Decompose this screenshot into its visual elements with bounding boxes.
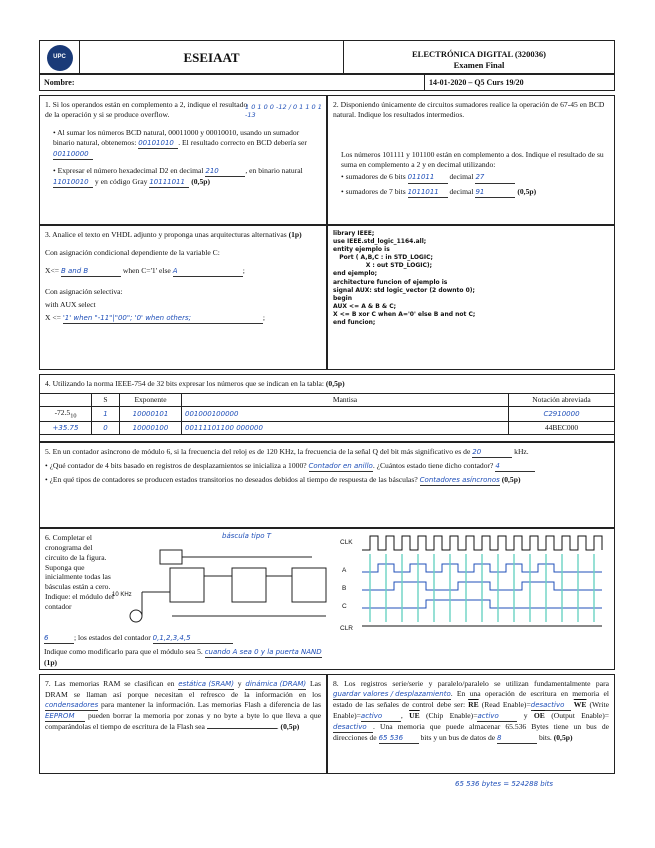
vhdl-line: X <= B xor C when A='0' else B and not C;: [333, 310, 476, 318]
q1-handwritten-work: 1 0 1 0 0 -12 / 0 1 1 0 1 -13: [245, 103, 322, 119]
q3-conditional-line: X<= B and B when C='1' else A ;: [45, 266, 321, 277]
q1-bullet-1: • Al sumar los números BCD natural, 00011000 y 00010010, usando un sumador binario natural, obtenemos: 00101010 . El resultado correcto en BCD debería ser 00110000: [45, 128, 321, 160]
cell-abbrev[interactable]: C2910000: [509, 406, 615, 422]
cell-exponent[interactable]: 10000100: [120, 422, 182, 435]
col-mantissa: Mantisa: [182, 394, 509, 407]
flipflop-a: [170, 568, 204, 602]
q5-answer-freq[interactable]: 20: [472, 448, 512, 458]
col-sign: S: [92, 394, 120, 407]
q1-answer-3[interactable]: 210: [205, 167, 245, 177]
q5-answer-async[interactable]: Contadores asíncronos: [420, 476, 500, 486]
flipflop-circuit: [112, 540, 334, 632]
row-number: $-72.5_{10}$: [40, 406, 92, 422]
q5-answer-type[interactable]: Contador en anillo: [309, 462, 373, 472]
university-logo: [40, 41, 80, 75]
vhdl-line: end ejemplo;: [333, 270, 378, 278]
table-row: [40, 422, 615, 435]
q7-answer-2[interactable]: dinámica (DRAM): [245, 680, 306, 690]
row-number[interactable]: +35.75: [40, 422, 92, 435]
cell-mantissa[interactable]: 00111101100 000000: [182, 422, 509, 435]
q3-statement: 3. Analice el texto en VHDL adjunto y proponga unas arquitecturas alternativas (1p): [45, 230, 302, 239]
q1-answer-2[interactable]: 00110000: [53, 150, 93, 160]
cell-exponent[interactable]: 10000101: [120, 406, 182, 422]
signal-label-clk: CLK: [340, 539, 353, 546]
q8-answer-we[interactable]: activo: [361, 712, 401, 722]
q3-conditional-label: Con asignación condicional dependiente de la variable C:: [45, 247, 220, 257]
flipflop-b: [232, 568, 266, 602]
q6-note: báscula tipo T: [222, 532, 272, 540]
q8-answer-re[interactable]: desactivo: [531, 701, 571, 711]
q8-answer-1[interactable]: guardar valores / desplazamiento: [333, 690, 451, 700]
question-5: [39, 442, 615, 528]
name-bar: [39, 74, 615, 91]
table-header-row: [40, 394, 615, 407]
question-7: [39, 674, 327, 774]
q8-text: 8. Los registros serie/serie y paralelo/paralelo se utilizan fundamentalmente para guardar valores / desplazamiento. En una operación de escritura en memoria el estado de las señales de control debe ser: $\overline{RE}$ (Read Enable)=desactivo $\overline{WE}$ (Write Enable)=activo , $\overline{UE}$ (Chip Enable)=activo y $\overline{OE}$ (Output Enable)=desactivo . Una memoria que puede almacenar 65.536 Bytes tiene un bus de direcciones de 65 536 bits y un bus de datos de 8 bits. (0,5p): [333, 679, 609, 744]
question-1: [39, 95, 327, 225]
q6-answer-mod5[interactable]: cuando A sea 0 y la puerta NAND: [205, 648, 322, 658]
flipflop-c: [292, 568, 326, 602]
cell-sign[interactable]: 0: [92, 422, 120, 435]
clock-source-icon: [130, 610, 142, 622]
signal-label-b: B: [342, 585, 347, 592]
signal-label-c: C: [342, 603, 347, 610]
col-exponent: Exponente: [120, 394, 182, 407]
question-3: [39, 225, 327, 370]
q2-bullet-3: • sumadores de 7 bits 1011011 decimal 91 (0,5p): [333, 187, 609, 198]
vhdl-line: X : out STD_LOGIC);: [349, 262, 433, 270]
q1-answer-4[interactable]: 11010010: [53, 178, 93, 188]
q7-answer-4[interactable]: EEPROM: [45, 712, 85, 722]
nand-gate: [160, 550, 182, 564]
signal-label-clr: CLR: [340, 625, 354, 632]
q1-answer-5[interactable]: 10111011: [149, 178, 189, 188]
exam-type: Examen Final: [453, 60, 505, 71]
q8-answer-oe[interactable]: desactivo: [333, 723, 373, 733]
question-2: [327, 95, 615, 225]
q6-statement: 6. Completar el cronograma del circuito de la figura. Suponga que inicialmente todas las básculas están a cero. Indique: el módulo del contador: [45, 533, 114, 612]
q3-selective-label: Con asignación selectiva:: [45, 286, 123, 296]
q6-answers: 6 ; los estados del contador 0,1,2,3,4,5 Indique como modificarlo para que el módulo sea 5. cuando A sea 0 y la puerta NAND (1p): [44, 633, 322, 668]
cell-abbrev: 44BEC000: [509, 422, 615, 435]
q5-bullet-2: • ¿En qué tipos de contadores se producen estados transitorios no deseados debidos al tiempo de respuesta de las básculas? Contadores asíncronos (0,5p): [45, 475, 609, 486]
vhdl-line: architecture funcion of ejemplo is: [333, 278, 448, 286]
cell-mantissa[interactable]: 001000100000: [182, 406, 509, 422]
table-row: [40, 406, 615, 422]
q7-text: 7. Las memorias RAM se clasifican en estática (SRAM) y dinámica (DRAM) Las DRAM se llaman así porque necesitan el refresco de la información en los condensadores para mantener la información. Las memorias Flash a diferencia de las EEPROM pueden borrar la memoria por zonas y no byte a byte lo que lleva a que comparándolas el tiempo de escritura de la Flash sea . (0,5p): [45, 679, 321, 732]
q3-answer-1[interactable]: B and B: [61, 267, 121, 277]
q5-statement: 5. En un contador asíncrono de módulo 6, si la frecuencia del reloj es de 120 KHz, la frecuencia de la señal Q del bit más significativo es de 20 kHz.: [45, 447, 609, 458]
q7-answer-5[interactable]: [207, 728, 277, 729]
q1-answer-1[interactable]: 00101010: [138, 139, 178, 149]
ieee754-table: [39, 393, 615, 435]
q2-answer-7bit-dec[interactable]: 91: [475, 188, 515, 198]
q2-bullet-2: • sumadores de 6 bits 011011 decimal 27: [333, 172, 609, 183]
cell-sign[interactable]: 1: [92, 406, 120, 422]
q4-statement: 4. Utilizando la norma IEEE-754 de 32 bits expresar los números que se indican en la tabla: (0,5p): [45, 379, 345, 388]
vhdl-line: begin: [333, 294, 352, 302]
clk-waveform: [362, 536, 602, 550]
vhdl-line: AUX <= A & B & C;: [333, 302, 397, 310]
vhdl-line: use IEEE.std_logic_1164.all;: [333, 238, 427, 246]
q6-answer-modulus[interactable]: 6: [44, 634, 74, 644]
q3-answer-3[interactable]: '1' when "-11"|"00"; '0' when others;: [63, 314, 263, 324]
q7-answer-3[interactable]: condensadores: [45, 701, 98, 711]
q8-handwritten-note: 65 536 bytes = 524288 bits: [455, 780, 554, 788]
q2-answer-7bit[interactable]: 1011011: [408, 188, 448, 198]
q6-answer-states[interactable]: 0,1,2,3,4,5: [153, 634, 233, 644]
q2-statement: 2. Disponiendo únicamente de circuitos sumadores realice la operación de 67-45 en BCD natural. Indique los resultados intermedios.: [333, 100, 605, 119]
vhdl-line: entity ejemplo is: [333, 246, 390, 254]
q3-answer-2[interactable]: A: [173, 267, 243, 277]
q3-with-aux: with AUX select: [45, 299, 96, 309]
q2-answer-6bit-dec[interactable]: 27: [475, 173, 515, 183]
vhdl-line: end funcion;: [333, 319, 376, 327]
q3-selective-line: X <= '1' when "-11"|"00"; '0' when others; ;: [45, 313, 321, 324]
clock-label: 10 KHz: [112, 592, 132, 598]
vhdl-code-block: [327, 225, 615, 370]
col-abbrev: Notación abreviada: [509, 394, 615, 407]
course-name: ELECTRÓNICA DIGITAL (320036): [412, 49, 546, 59]
logo-emblem: UPC: [47, 45, 73, 71]
q2-bullet-1: Los números 101111 y 101100 están en complemento a dos. Indique el resultado de su suma en complemento a 2 y en decimal utilizando:: [341, 149, 604, 169]
q8-answer-addr[interactable]: 65 536: [379, 734, 419, 744]
question-8: [327, 674, 615, 774]
vhdl-line: signal AUX: std logic_vector (2 downto 0);: [333, 286, 475, 294]
q1-bullet-2: • Expresar el número hexadecimal D2 en decimal 210 , en binario natural 11010010 y en código Gray 10111011 (0,5p): [45, 166, 321, 188]
school-name: ESEIAAT: [80, 41, 344, 75]
q5-bullet-1: • ¿Qué contador de 4 bits basado en registros de desplazamientos se inicializa a 1000? Contador en anillo. ¿Cuántos estado tiene dicho contador? 4: [45, 461, 609, 472]
q8-answer-data[interactable]: 8: [497, 734, 537, 744]
vhdl-line: Port ( A,B,C : in STD_LOGIC;: [333, 254, 433, 262]
signal-label-a: A: [342, 567, 347, 574]
q7-answer-1[interactable]: estática (SRAM): [178, 680, 234, 690]
exam-date: 14-01-2020 – Q5 Curs 19/20: [424, 75, 614, 90]
name-label: Nombre:: [44, 78, 75, 87]
timing-diagram: [340, 532, 610, 636]
q5-answer-states[interactable]: 4: [495, 462, 535, 472]
course-title: [344, 41, 614, 75]
q2-answer-6bit[interactable]: 011011: [408, 173, 448, 183]
q1-statement: 1. Si los operandos están en complemento a 2, indique el resultado de la operación y si se produce overflow.: [45, 100, 248, 119]
exam-header: [39, 40, 615, 74]
q8-answer-ue[interactable]: activo: [477, 712, 517, 722]
vhdl-line: library IEEE;: [333, 230, 375, 237]
